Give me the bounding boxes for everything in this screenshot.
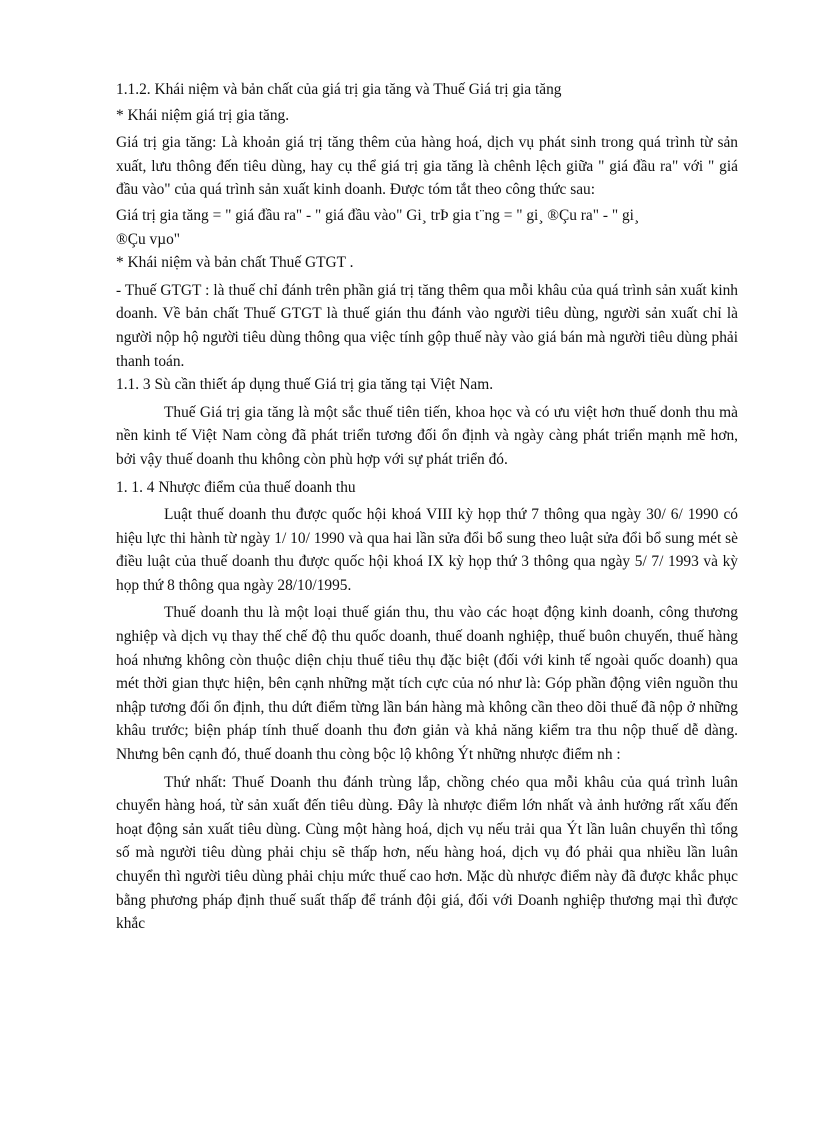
paragraph-first-point: Thứ nhất: Thuế Doanh thu đánh trùng lắp, chồng chéo qua mỗi khâu của quá trình luân chuyển hàng hoá, từ sản xuất đến tiêu dùng. Đây là nhược điểm lớn nhất và ảnh hưởng rất xấu đến hoạt động sản xuất tiêu dùng. Cùng một hàng hoá, dịch vụ nếu trải qua Ýt lần luân chuyển thì tổng số mà người tiêu dùng phải chịu sẽ thấp hơn, nếu hàng hoá, dịch vụ đó phải qua nhiều lần luân chuyển thì người tiêu dùng phải chịu mức thuế cao hơn. Mặc dù nhược điểm này đã được khắc phục bằng phương pháp định thuế suất thấp để tránh đội giá, đối với Doanh nghiệp thương mại thì được khắc	[116, 773, 738, 933]
paragraph-law-history: Luật thuế doanh thu được quốc hội khoá VIII kỳ họp thứ 7 thông qua ngày 30/ 6/ 1990 có hiệu lực thi hành từ ngày 1/ 10/ 1990 và qua hai lần sửa đổi bổ sung theo luật sửa đổi bổ sung mét sè điều luật của thuế doanh thu được quốc hội khoá IX kỳ họp thứ 3 thông qua ngày 5/ 7/ 1993 và kỳ họp thứ 8 thông qua ngày 28/10/1995.	[116, 506, 738, 594]
section-heading-1-1-4: 1. 1. 4 Nhược điểm của thuế doanh thu	[116, 478, 356, 496]
formula-line-continued: ®Çu vµo"	[116, 230, 181, 248]
paragraph-value-added-definition: Giá trị gia tăng: Là khoản giá trị tăng thêm của hàng hoá, dịch vụ phát sinh trong quá trình từ sản xuất, lưu thông đến tiêu dùng, hay cụ thể giá trị gia tăng là chênh lệch giữa " giá đầu ra" với " giá đầu vào" của quá trình sản xuất kinh doanh. Được tóm tắt theo công thức sau:	[116, 134, 738, 199]
section-heading-1-1-2: 1.1.2. Khái niệm và bản chất của giá trị gia tăng và Thuế Giá trị gia tăng	[116, 81, 562, 98]
subheading-value-added-concept: * Khái niệm giá trị gia tăng.	[116, 106, 290, 124]
formula-line: Giá trị gia tăng = " giá đầu ra" - " giá đầu vào" Gi¸ trÞ gia t¨ng = " gi¸ ®Çu ra" - " gi¸	[116, 206, 640, 224]
subheading-vat-concept: * Khái niệm và bản chất Thuế GTGT .	[116, 254, 354, 272]
paragraph-indirect-tax: Thuế doanh thu là một loại thuế gián thu, thu vào các hoạt động kinh doanh, công thương nghiệp và dịch vụ thay thế chế độ thu quốc doanh, thuế doanh nghiệp, thuế buôn chuyến, thuế hàng hoá nhưng không còn thuộc diện chịu thuế tiêu thụ đặc biệt (đối với kinh tế ngoài quốc doanh) qua mét thời gian thực hiện, bên cạnh những mặt tích cực của nó như là: Góp phần động viên nguồn thu nhập tương đối ổn định, thu dứt điểm từng lần bán hàng mà không cần theo dõi thuế đã nộp ở những khâu trước; biện pháp tính thuế doanh thu đơn giản và khả năng kiểm tra thu nộp thuế dễ dàng. Nhưng bên cạnh đó, thuế doanh thu còng bộc lộ không Ýt những nhược điểm nh :	[116, 604, 738, 764]
section-heading-1-1-3: 1.1. 3 Sù cần thiết áp dụng thuế Giá trị gia tăng tại Việt Nam.	[116, 376, 494, 394]
paragraph-necessity: Thuế Giá trị gia tăng là một sắc thuế tiên tiến, khoa học và có ưu việt hơn thuế donh thu mà nền kinh tế Việt Nam còng đã phát triển tương đối ổn định và ngày càng phát triển mạnh mẽ hơn, bởi vậy thuế doanh thu không còn phù hợp với sự phát triển đó.	[116, 403, 738, 468]
document-page	[116, 78, 738, 936]
paragraph-vat-definition: - Thuế GTGT : là thuế chỉ đánh trên phần giá trị tăng thêm qua mỗi khâu của quá trình sản xuất kinh doanh. Về bản chất Thuế GTGT là thuế gián thu đánh vào người tiêu dùng, người sản xuất chỉ là người nộp hộ người tiêu dùng thông qua việc tính gộp thuế này vào giá bán mà người tiêu dùng phải thanh toán.	[116, 281, 738, 370]
